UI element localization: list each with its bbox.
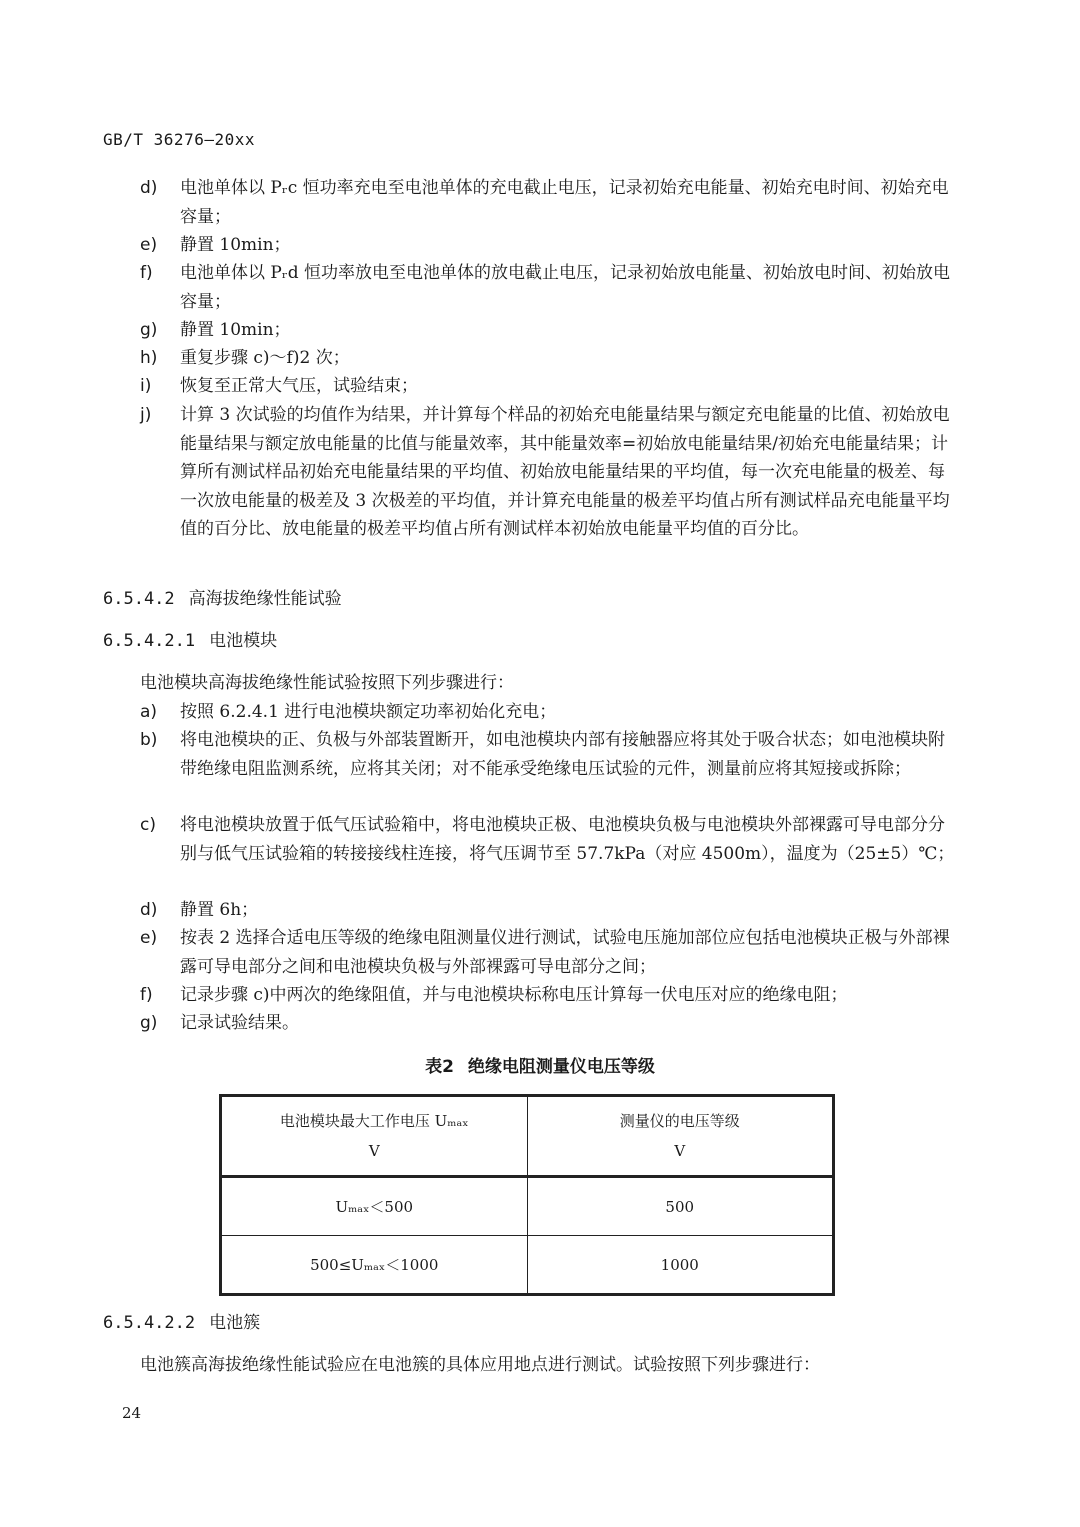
list-item	[140, 811, 960, 868]
list-item	[140, 259, 960, 316]
section-heading	[103, 585, 342, 613]
table-header-cell	[221, 1096, 528, 1177]
table-cell-range: Uₘₐₓ＜500	[221, 1177, 528, 1236]
column-header: 电池模块最大工作电压 Uₘₐₓ	[279, 1112, 469, 1130]
voltage-level-table	[219, 1094, 835, 1296]
list-item	[140, 726, 960, 783]
table-cell-level: 500	[527, 1177, 834, 1236]
column-unit: V	[368, 1142, 380, 1160]
section-title: 高海拔绝缘性能试验	[188, 589, 342, 609]
list-marker: g)	[140, 1013, 158, 1033]
list-marker: b)	[140, 730, 158, 750]
table-row	[221, 1177, 834, 1236]
column-unit: V	[674, 1142, 686, 1160]
list-marker: d)	[140, 900, 158, 920]
table-row	[221, 1236, 834, 1295]
list-marker: f)	[140, 985, 153, 1005]
list-item-text: 计算 3 次试验的均值作为结果，并计算每个样品的初始充电能量结果与额定充电能量的比值、初始放电能量结果与额定放电能量的比值与能量效率，其中能量效率=初始放电能量结果/初始充电能量结果；计算所有测试样品初始充电能量结果的平均值、初始放电能量结果的平均值，每一次充电能量的极差、每一次放电能量的极差及 3 次极差的平均值，并计算充电能量的极差平均值占所有测试样品充电能量平均值的百分比、放电能量的极差平均值占所有测试样本初始放电能量平均值的百分比。	[180, 405, 950, 539]
list-item	[140, 896, 960, 925]
table-cell-level: 1000	[527, 1236, 834, 1295]
list-marker: e)	[140, 235, 158, 255]
list-item-text: 将电池模块的正、负极与外部装置断开，如电池模块内部有接触器应将其处于吸合状态；如电池模块附带绝缘电阻监测系统，应将其关闭；对不能承受绝缘电压试验的元件，测量前应将其短接或拆除；	[180, 730, 945, 779]
list-item	[140, 316, 960, 345]
list-item-text: 电池单体以 Pᵣd 恒功率放电至电池单体的放电截止电压，记录初始放电能量、初始放电时间、初始放电容量；	[180, 263, 951, 312]
table-number: 表2	[425, 1057, 454, 1077]
list-item-text: 按表 2 选择合适电压等级的绝缘电阻测量仪进行测试，试验电压施加部位应包括电池模块正极与外部裸露可导电部分之间和电池模块负极与外部裸露可导电部分之间；	[180, 928, 950, 977]
list-item-text: 静置 6h；	[180, 900, 259, 920]
list-item	[140, 372, 960, 401]
section-number: 6.5.4.2.2	[103, 1313, 196, 1333]
list-item-text: 将电池模块放置于低气压试验箱中，将电池模块正极、电池模块负极与电池模块外部裸露可导电部分分别与低气压试验箱的转接接线柱连接，将气压调节至 57.7kPa（对应 4500m），温度为（25±5）℃；	[180, 815, 955, 864]
paragraph: 电池簇高海拔绝缘性能试验应在电池簇的具体应用地点进行测试。试验按照下列步骤进行：	[140, 1355, 820, 1375]
list-item	[140, 924, 960, 981]
list-marker: c)	[140, 815, 156, 835]
list-item-text: 记录试验结果。	[180, 1013, 299, 1033]
table-cell-range: 500≤Uₘₐₓ＜1000	[221, 1236, 528, 1295]
table-header-row	[221, 1096, 834, 1177]
list-marker: f)	[140, 263, 153, 283]
table-caption	[0, 1052, 1080, 1077]
section-number: 6.5.4.2	[103, 589, 175, 609]
list-item	[140, 231, 960, 260]
column-header: 测量仪的电压等级	[619, 1112, 740, 1130]
list-item	[140, 981, 960, 1010]
list-item	[140, 698, 960, 727]
list-marker: a)	[140, 702, 158, 722]
section-number: 6.5.4.2.1	[103, 631, 196, 651]
list-item-text: 按照 6.2.4.1 进行电池模块额定功率初始化充电；	[180, 702, 557, 722]
section-title: 电池簇	[209, 1313, 261, 1333]
list-item	[140, 174, 960, 231]
subsection-heading	[103, 1309, 260, 1337]
list-marker: d)	[140, 178, 158, 198]
list-item	[140, 344, 960, 373]
list-item-text: 静置 10min；	[180, 235, 291, 255]
list-item	[140, 401, 960, 544]
table-header-cell	[527, 1096, 834, 1177]
list-marker: e)	[140, 928, 158, 948]
page-number: 24	[122, 1404, 142, 1422]
subsection-heading	[103, 627, 277, 655]
paragraph: 电池模块高海拔绝缘性能试验按照下列步骤进行：	[140, 673, 514, 693]
list-item-text: 恢复至正常大气压，试验结束；	[180, 376, 418, 396]
list-item-text: 重复步骤 c)～f)2 次；	[180, 348, 350, 368]
list-item-text: 电池单体以 Pᵣc 恒功率充电至电池单体的充电截止电压，记录初始充电能量、初始充电时间、初始充电容量；	[180, 178, 949, 227]
list-item	[140, 1009, 960, 1038]
list-marker: h)	[140, 348, 158, 368]
section-title: 电池模块	[209, 631, 278, 651]
list-item-text: 记录步骤 c)中两次的绝缘阻值，并与电池模块标称电压计算每一伏电压对应的绝缘电阻；	[180, 985, 848, 1005]
list-marker: j)	[140, 405, 152, 425]
list-item-text: 静置 10min；	[180, 320, 291, 340]
list-marker: g)	[140, 320, 158, 340]
list-marker: i)	[140, 376, 152, 396]
table-title: 绝缘电阻测量仪电压等级	[467, 1057, 655, 1077]
standard-code-header: GB/T 36276—20xx	[103, 130, 255, 149]
